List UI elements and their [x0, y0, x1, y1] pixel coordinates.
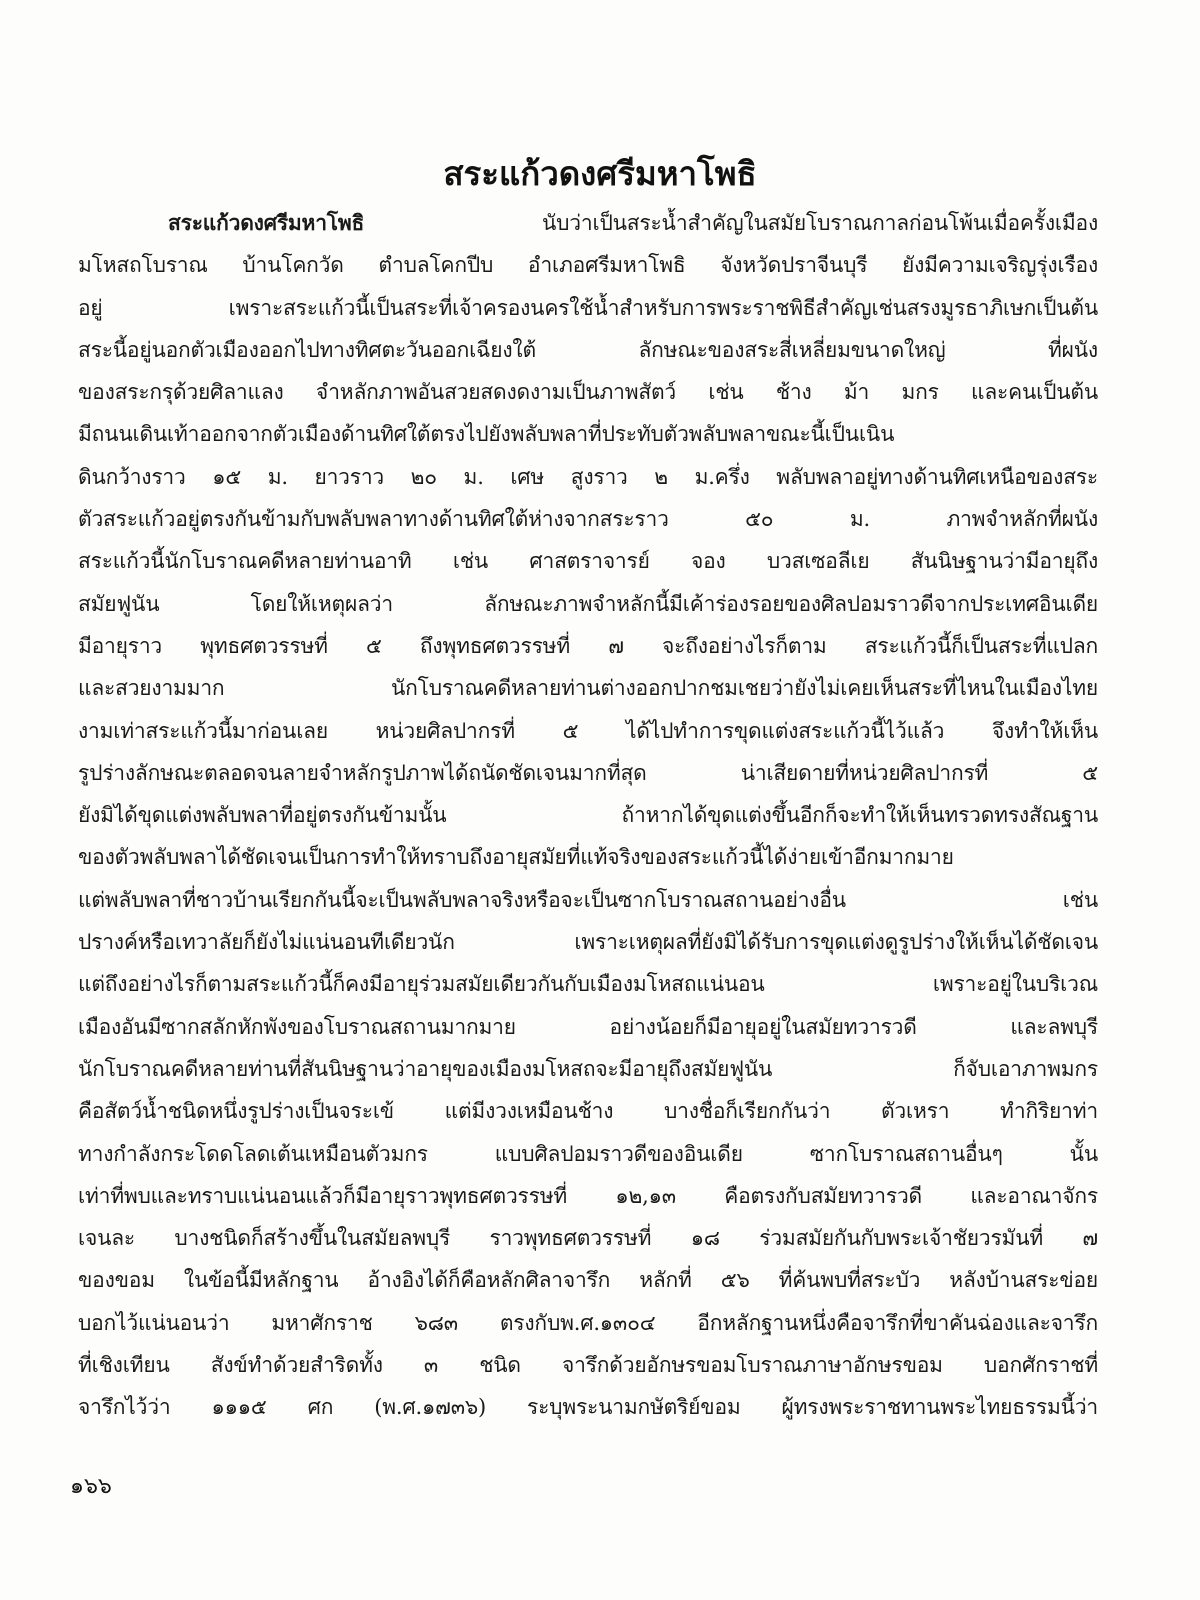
text-line: ดินกว้างราว ๑๕ ม. ยาวราว ๒๐ ม. เศษ สูงราว ๒ ม.ครึ่ง พลับพลาอยู่ทางด้านทิศเหนือของสระ [78, 464, 1098, 489]
text-line: รูปร่างลักษณะตลอดจนลายจำหลักรูปภาพได้ถนัดชัดเจนมากที่สุด น่าเสียดายที่หน่วยศิลปากรที่ ๕ [78, 760, 1098, 785]
text-line: เจนละ บางชนิดก็สร้างขึ้นในสมัยลพบุรี ราวพุทธศตวรรษที่ ๑๘ ร่วมสมัยกันกับพระเจ้าชัยวรมันที่ ๗ [78, 1226, 1098, 1251]
text-line: ยังมิได้ขุดแต่งพลับพลาที่อยู่ตรงกันข้ามนั้น ถ้าหากได้ขุดแต่งขึ้นอีกก็จะทำให้เห็นทรวดทรงสัณฐาน [78, 803, 1098, 828]
text-line: แต่ถึงอย่างไรก็ตามสระแก้วนี้ก็คงมีอายุร่วมสมัยเดียวกันกับเมืองมโหสถแน่นอน เพราะอยู่ในบริเวณ [78, 972, 1098, 997]
text-line: อยู่ เพราะสระแก้วนี้เป็นสระที่เจ้าครองนครใช้น้ำสำหรับการพระราชพิธีสำคัญเช่นสรงมูรธาภิเษกเป็นต้น [78, 295, 1098, 320]
text-line: ทางกำลังกระโดดโลดเต้นเหมือนตัวมกร แบบศิลปอมราวดีของอินเดีย ซากโบราณสถานอื่นๆ นั้น [78, 1141, 1098, 1166]
text-line: คือสัตว์น้ำชนิดหนึ่งรูปร่างเป็นจระเข้ แต่มีงวงเหมือนช้าง บางชื่อก็เรียกกันว่า ตัวเหรา ทำกิริยาท่า [78, 1099, 1098, 1124]
text-line: และสวยงามมาก นักโบราณคดีหลายท่านต่างออกปากชมเชยว่ายังไม่เคยเห็นสระที่ไหนในเมืองไทย [78, 676, 1098, 701]
lead-term: สระแก้วดงศรีมหาโพธิ [168, 210, 365, 235]
text-line: สระนี้อยู่นอกตัวเมืองออกไปทางทิศตะวันออกเฉียงใต้ ลักษณะของสระสี่เหลี่ยมขนาดใหญ่ ที่ผนัง [78, 337, 1098, 362]
text-line: ของขอม ในข้อนี้มีหลักฐาน อ้างอิงได้ก็คือหลักศิลาจารึก หลักที่ ๕๖ ที่ค้นพบที่สระบัว หลังบ้านสระข่อย [78, 1268, 1098, 1293]
text-line: แต่พลับพลาที่ชาวบ้านเรียกกันนี้จะเป็นพลับพลาจริงหรือจะเป็นซากโบราณสถานอย่างอื่น เช่น [78, 887, 1098, 912]
text-line: นักโบราณคดีหลายท่านที่สันนิษฐานว่าอายุของเมืองมโหสถจะมีอายุถึงสมัยฟูนัน ก็จับเอาภาพมกร [78, 1056, 1098, 1081]
text-line: บอกไว้แน่นอนว่า มหาศักราช ๖๘๓ ตรงกับพ.ศ.๑๓๐๔ อีกหลักฐานหนึ่งคือจารึกที่ขาคันฉ่องและจารึก [78, 1310, 1098, 1335]
text-line: สมัยฟูนัน โดยให้เหตุผลว่า ลักษณะภาพจำหลักนี้มีเค้าร่องรอยของศิลปอมราวดีจากประเทศอินเดีย [78, 591, 1098, 616]
text-line: ที่เชิงเทียน สังข์ทำด้วยสำริดทั้ง ๓ ชนิด จารึกด้วยอักษรขอมโบราณภาษาอักษรขอม บอกศักราชที่ [78, 1353, 1098, 1378]
text-line: มีอายุราว พุทธศตวรรษที่ ๕ ถึงพุทธศตวรรษที่ ๗ จะถึงอย่างไรก็ตาม สระแก้วนี้ก็เป็นสระที่แปลก [78, 633, 1098, 658]
text-line: มีถนนเดินเท้าออกจากตัวเมืองด้านทิศใต้ตรงไปยังพลับพลาที่ประทับตัวพลับพลาขณะนี้เป็นเนิน [78, 422, 895, 447]
text-line: ของตัวพลับพลาได้ชัดเจนเป็นการทำให้ทราบถึงอายุสมัยที่แท้จริงของสระแก้วนี้ได้ง่ายเข้าอีกมากมาย [78, 845, 954, 870]
text-line: เท่าที่พบและทราบแน่นอนแล้วก็มีอายุราวพุทธศตวรรษที่ ๑๒,๑๓ คือตรงกับสมัยทวารวดี และอาณาจักร [78, 1183, 1098, 1208]
text-line: ของสระกรุด้วยศิลาแลง จำหลักภาพอันสวยสดงดงามเป็นภาพสัตว์ เช่น ช้าง ม้า มกร และคนเป็นต้น [78, 380, 1098, 405]
text-line: เมืองอันมีซากสลักหักพังของโบราณสถานมากมาย อย่างน้อยก็มีอายุอยู่ในสมัยทวารวดี และลพบุรี [78, 1014, 1098, 1039]
body-paragraph [78, 202, 1098, 1429]
first-line-rest: นับว่าเป็นสระน้ำสำคัญในสมัยโบราณกาลก่อนโพ้นเมื่อครั้งเมือง [542, 211, 1098, 235]
text-line: มโหสถโบราณ บ้านโคกวัด ตำบลโคกปีบ อำเภอศรีมหาโพธิ จังหวัดปราจีนบุรี ยังมีความเจริญรุ่งเรือง [78, 253, 1098, 278]
text-line: สระแก้วนี้นักโบราณคดีหลายท่านอาทิ เช่น ศาสตราจารย์ จอง บวสเซอลีเย สันนิษฐานว่ามีอายุถึง [78, 549, 1098, 574]
text-line: ตัวสระแก้วอยู่ตรงกันข้ามกับพลับพลาทางด้านทิศใต้ห่างจากสระราว ๕๐ ม. ภาพจำหลักที่ผนัง [78, 507, 1098, 532]
text-line: งามเท่าสระแก้วนี้มาก่อนเลย หน่วยศิลปากรที่ ๕ ได้ไปทำการขุดแต่งสระแก้วนี้ไว้แล้ว จึงทำให้เห็น [78, 718, 1098, 743]
text-line [78, 202, 1098, 244]
page-title: สระแก้วดงศรีมหาโพธิ [443, 154, 757, 193]
text-line: ปรางค์หรือเทวาลัยก็ยังไม่แน่นอนทีเดียวนัก เพราะเหตุผลที่ยังมิได้รับการขุดแต่งดูรูปร่างให้เห็นได้ชัดเจน [78, 930, 1098, 955]
text-line: จารึกไว้ว่า ๑๑๑๕ ศก (พ.ศ.๑๗๓๖) ระบุพระนามกษัตริย์ขอม ผู้ทรงพระราชทานพระไทยธรรมนี้ว่า [78, 1395, 1098, 1420]
page-number: ๑๖๖ [70, 1474, 112, 1499]
